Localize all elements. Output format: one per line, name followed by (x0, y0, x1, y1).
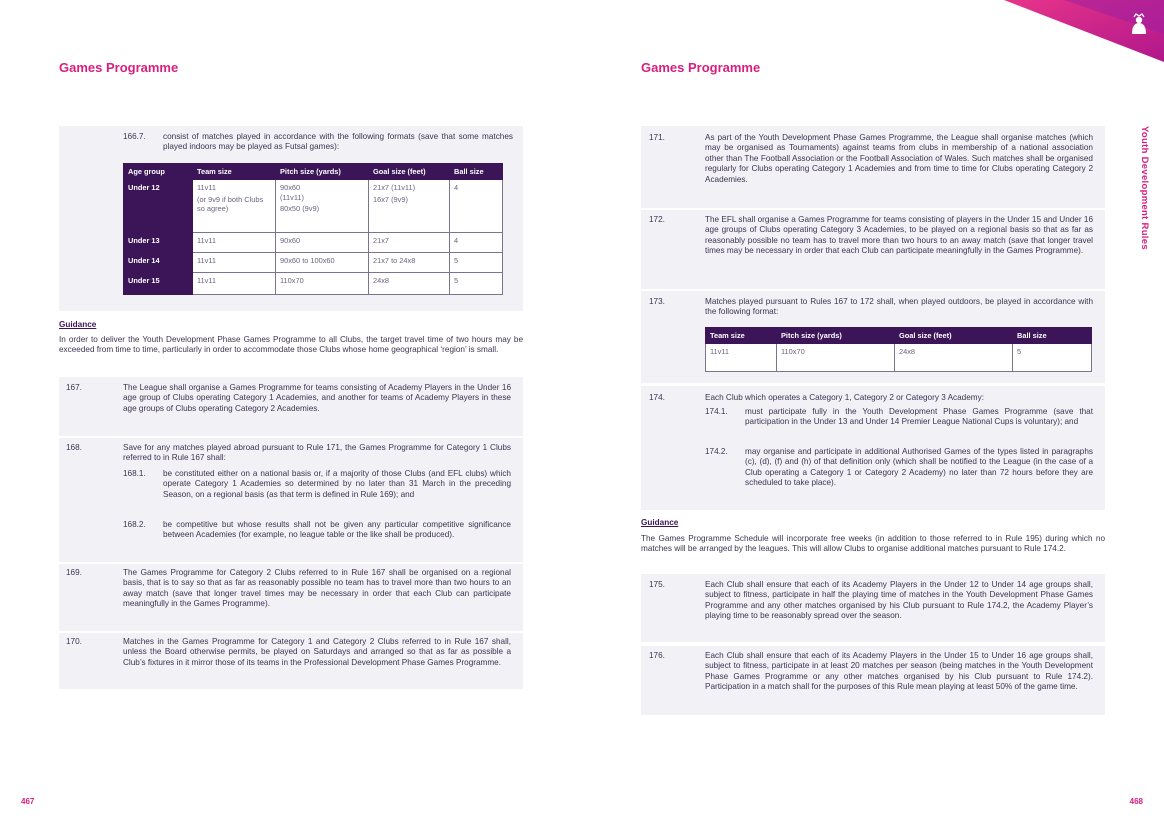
section-side-tab: Youth Development Rules (1139, 126, 1150, 250)
page-number: 467 (21, 797, 35, 806)
left-page: Games Programme 166.7. consist of matches played in accordance with the following formats (save that some matches played indoors may be played as Futsal games): Age group Team size Pitch size (yards) Goal size (feet) Ball size Under 12 11v11 (or 9v9 if both Clubs so agree) 90x60 (11v11) 80x50 (9v9) 21x7 (11v11) 16x7 (9v9) 4 Under 13 11v11 90x60 21x7 4 Under 14 11v11 90x60 to 100x60 21x7 to 24x8 5 Under 15 11v11 110x70 24x8 5 Guidance In order to deliver the Youth Development Phase Games Programme to all Clubs, the target travel time of two hours may be exceeded from time to time, particularly in order to accommodate those Clubs whose home geographical ‘region’ is small. 167. The League shall organise a Games Programme for teams consisting of Academy Players in the Under 16 age group of Clubs operating Category 1 Academies, and another for teams of Academy Players in these age groups of Clubs operating Category 2 Academies. 168. Save for any matches played abroad pursuant to Rule 171, the Games Programme for Category 1 Clubs referred to in Rule 167 shall: 168.1. be constituted either on a national basis or, if a majority of those Clubs (and EFL clubs) which operate Category 1 Academies so determined by no later than 31 March in the preceding Season, on a regional basis (as that term is defined in Rule 169); and 168.2. be competitive but whose results shall not be given any particular competitive significance between Academies (for example, no league table or the like shall be produced). 169. The Games Programme for Category 2 Clubs referred to in Rule 167 shall be organised on a regional basis, that is to say so that as far as reasonably possible no team has to travel more than two hours to an away match (save that longer travel times may be necessary in order that each Club can participate meaningfully in the Games Programme). 170. Matches in the Games Programme for Category 1 and Category 2 Clubs referred to in Rule 167 shall, unless the Board otherwise permits, be played on Saturdays and arranged so that as far as possible a Club’s fixtures in it mirror those of its teams in the Professional Development Phase Games Programme. 467 (21, 60, 523, 806)
formats-table (123, 163, 503, 295)
page-title: Games Programme (59, 60, 179, 75)
page-number: 468 (1129, 797, 1143, 806)
table-row: Under 13 11v11 90x60 21x7 4 (124, 233, 503, 253)
table-row: Under 14 11v11 90x60 to 100x60 21x7 to 24x8 5 (124, 253, 503, 273)
guidance-heading: Guidance (641, 518, 679, 527)
table-header-row: Team size Pitch size (yards) Goal size (feet) Ball size (706, 328, 1092, 344)
table-row: Under 15 11v11 110x70 24x8 5 (124, 273, 503, 295)
table-row: Under 12 11v11 (or 9v9 if both Clubs so agree) 90x60 (11v11) 80x50 (9v9) 21x7 (11v11) 16x7 (9v9) 4 (124, 180, 503, 233)
guidance-text: In order to deliver the Youth Development Phase Games Programme to all Clubs, the target travel time of two hours may be exceeded from time to time, particularly in order to accommodate those Clubs whose home geographical ‘region’ is small. (59, 335, 523, 355)
table-row: 11v11 110x70 24x8 5 (706, 344, 1092, 372)
page-title: Games Programme (641, 60, 761, 75)
format-table (705, 327, 1092, 372)
guidance-heading: Guidance (59, 320, 97, 329)
guidance-text: The Games Programme Schedule will incorporate free weeks (in addition to those referred to in Rule 195) during which no matches will be arranged by the leagues. This will allow Clubs to organise additional matches pursuant to Rule 174.2. (641, 534, 1105, 554)
right-page: Games Programme 171. As part of the Youth Development Phase Games Programme, the League shall organise matches (which may be organised as Tournaments) against teams from clubs in membership of a national association other than The Football Association or the Football Association of Wales. Such matches shall be organised regularly for Clubs operating Category 1 Academies and from time to time for Clubs operating Category 2 Academies. 172. The EFL shall organise a Games Programme for teams consisting of players in the Under 15 and Under 16 age groups of Clubs operating Category 3 Academies, to be played on a regional basis so that as far as reasonably possible no team has to travel more than two hours to an away match (save that longer travel times may be necessary in order that each Club can participate meaningfully in the Games Programme). 173. Matches played pursuant to Rules 167 to 172 shall, when played outdoors, be played in accordance with the following format: Team size Pitch size (yards) Goal size (feet) Ball size 11v11 110x70 24x8 5 174. Each Club which operates a Category 1, Category 2 or Category 3 Academy: 174.1. must participate fully in the Youth Development Phase Games Programme (save that participation in the Under 13 and Under 14 Premier League National Cups is voluntary); and 174.2. may organise and participate in additional Authorised Games of the types listed in paragraphs (c), (d), (f) and (h) of that definition only (which shall be notified to the League (in the case of a Club operating a Category 1 or Category 2 Academy) no later than 72 hours before they are scheduled to take place). Guidance The Games Programme Schedule will incorporate free weeks (in addition to those referred to in Rule 195) during which no matches will be arranged by the leagues. This will allow Clubs to organise additional matches pursuant to Rule 174.2. 175. Each Club shall ensure that each of its Academy Players in the Under 12 to Under 14 age groups shall, subject to fitness, participate in half the playing time of matches in the Youth Development Phase Games Programme and any other matches organised by his Club pursuant to Rule 174.2, the Academy Player’s playing time to be reasonably spread over the season. 176. Each Club shall ensure that each of its Academy Players in the Under 15 to Under 16 age groups shall, subject to fitness, participate in at least 20 matches per season (being matches in the Youth Development Phase Games Programme or any other matches organised by his Club pursuant to Rule 174.2). Participation in a match shall for the purposes of this Rule mean playing at least 50% of the game time. Youth Development Rules 468 (582, 0, 1164, 825)
lion-crest-icon (1128, 12, 1150, 38)
table-header-row: Age group Team size Pitch size (yards) Goal size (feet) Ball size (124, 164, 503, 180)
